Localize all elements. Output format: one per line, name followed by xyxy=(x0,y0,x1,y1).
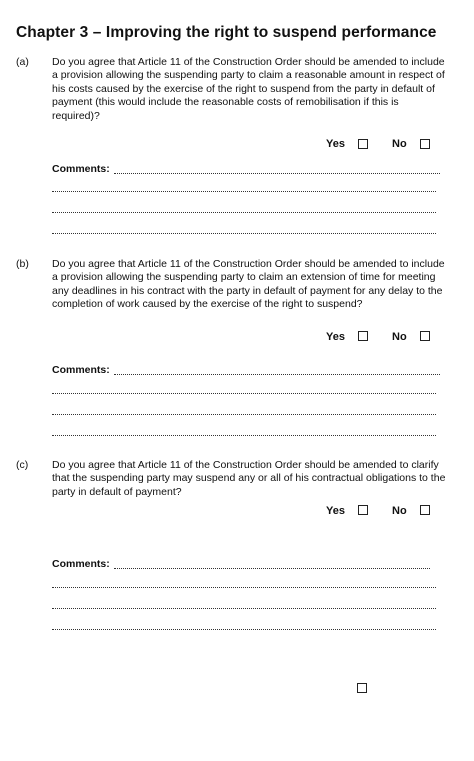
comment-line[interactable] xyxy=(52,608,436,609)
comments-label: Comments: xyxy=(52,558,110,570)
question-text: Do you agree that Article 11 of the Construction Order should be amended to include a provision allowing the suspending party to claim an extension of time for meeting any deadlines in his contract with the party in default of payment for any delay to the completion of work caused by the exercise of the right to suspend? xyxy=(52,258,445,311)
question-label: (c) xyxy=(16,459,29,471)
comment-line[interactable] xyxy=(52,629,436,630)
question-label: (b) xyxy=(16,258,29,270)
chapter-title: Chapter 3 – Improving the right to suspend performance xyxy=(16,24,437,41)
comment-line[interactable] xyxy=(52,393,436,394)
no-checkbox[interactable] xyxy=(420,331,430,341)
question-text: Do you agree that Article 11 of the Construction Order should be amended to include a provision allowing the suspending party to claim a reasonable amount in respect of his costs caused by the exercise of the right to suspend from the party in default of payment (this would include the reasonable costs of remobilisation if this is required)? xyxy=(52,56,445,122)
no-label: No xyxy=(392,138,407,150)
comments-label: Comments: xyxy=(52,364,110,376)
comments-label: Comments: xyxy=(52,163,110,175)
yes-label: Yes xyxy=(326,331,345,343)
no-checkbox[interactable] xyxy=(420,139,430,149)
no-label: No xyxy=(392,505,407,517)
yes-checkbox[interactable] xyxy=(358,505,368,515)
yes-checkbox[interactable] xyxy=(358,139,368,149)
comment-line[interactable] xyxy=(114,568,430,569)
checkbox[interactable] xyxy=(357,683,367,693)
comment-line[interactable] xyxy=(114,173,440,174)
question-text: Do you agree that Article 11 of the Construction Order should be amended to clarify that the suspending party may suspend any or all of his contractual obligations to the party in default of payment? xyxy=(52,459,446,498)
no-checkbox[interactable] xyxy=(420,505,430,515)
comment-line[interactable] xyxy=(52,414,436,415)
comment-line[interactable] xyxy=(52,212,436,213)
comment-line[interactable] xyxy=(52,233,436,234)
no-label: No xyxy=(392,331,407,343)
comment-line[interactable] xyxy=(114,374,440,375)
comment-line[interactable] xyxy=(52,587,436,588)
comment-line[interactable] xyxy=(52,191,436,192)
question-label: (a) xyxy=(16,56,29,68)
yes-checkbox[interactable] xyxy=(358,331,368,341)
yes-label: Yes xyxy=(326,505,345,517)
comment-line[interactable] xyxy=(52,435,436,436)
yes-label: Yes xyxy=(326,138,345,150)
